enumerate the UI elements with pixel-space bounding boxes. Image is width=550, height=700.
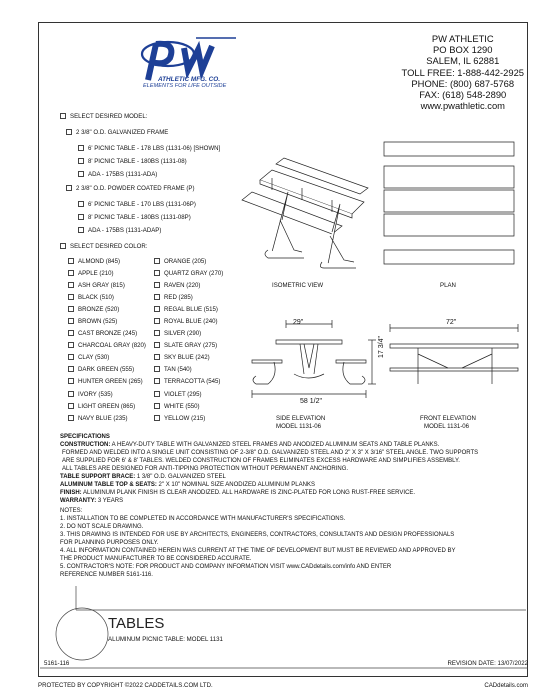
model-option: 8' PICNIC TABLE - 180BS (1131-08): [78, 158, 187, 166]
color-option: [154, 403, 223, 415]
company-tollfree: TOLL FREE: 1-888-442-2925: [401, 66, 524, 78]
checkbox[interactable]: [78, 214, 84, 220]
color-option: [154, 391, 223, 403]
color-option: [68, 342, 146, 354]
company-address-2: SALEM, IL 62881: [426, 55, 500, 67]
color-option: [68, 415, 146, 427]
front-elevation-label: FRONT ELEVATION: [420, 415, 476, 422]
model-group-2: 2 3/8" O.D. POWDER COATED FRAME (P): [66, 185, 195, 193]
color-checkbox[interactable]: [68, 403, 74, 409]
color-option: [68, 306, 146, 318]
color-label: BROWN (525): [78, 318, 118, 326]
model-option: 6' PICNIC TABLE - 170 LBS (1131-06P): [78, 201, 196, 209]
color-checkbox[interactable]: [68, 378, 74, 384]
note-2: 2. DO NOT SCALE DRAWING.: [60, 524, 144, 530]
color-checkbox[interactable]: [154, 354, 160, 360]
color-checkbox[interactable]: [68, 415, 74, 421]
company-address-1: PO BOX 1290: [433, 44, 493, 56]
color-label: ORANGE (205): [164, 258, 207, 265]
checkbox[interactable]: [78, 201, 84, 207]
color-option: [68, 403, 146, 415]
note-3-cont: FOR PLANNING PURPOSES ONLY.: [60, 540, 159, 546]
front-elevation-model: MODEL 1131-06: [424, 423, 470, 430]
color-label: NAVY BLUE (235): [78, 414, 128, 422]
note-5-cont: REFERENCE NUMBER 5161-116.: [60, 572, 153, 578]
color-checkbox[interactable]: [68, 270, 74, 276]
color-option: [154, 366, 223, 378]
note-3: 3. THIS DRAWING IS INTENDED FOR USE BY ARCHITECTS, ENGINEERS, CONTRACTORS, CONSULTANTS AND DESIGN PROFESSIONALS: [60, 532, 455, 538]
color-option: [68, 270, 146, 282]
color-checkbox[interactable]: [68, 391, 74, 397]
model-option: ADA - 175BS (1131-ADA): [78, 171, 157, 179]
color-checkbox[interactable]: [68, 258, 74, 264]
color-label: DARK GREEN (555): [78, 366, 135, 374]
color-option: [68, 354, 146, 366]
color-checkbox[interactable]: [68, 366, 74, 372]
color-label: SILVER (290): [164, 330, 202, 338]
spec-construction-3: ARE SUPPLIED FOR 6' & 8' TABLES. WELDED CONSTRUCTION OF FRAMES ELIMINATES EXCESS HARDWARE AND SIMPLIFIES ASSEMBLY.: [62, 458, 460, 464]
company-fax: FAX: (618) 548-2890: [419, 89, 507, 101]
color-label: IVORY (535): [78, 390, 113, 398]
color-checkbox[interactable]: [154, 270, 160, 276]
plan-view-drawing: [382, 140, 516, 268]
spec-construction-4: ALL TABLES ARE DESIGNED FOR ANTI-TIPPING PROTECTION WITHOUT PERMANENT ANCHORING.: [62, 466, 349, 472]
color-checkbox[interactable]: [154, 258, 160, 264]
checkbox[interactable]: [66, 129, 72, 135]
color-label: VIOLET (295): [164, 390, 202, 398]
color-label: APPLE (210): [78, 270, 114, 278]
color-label: CHARCOAL GRAY (820): [78, 342, 146, 350]
color-heading: SELECT DESIRED COLOR:: [60, 243, 147, 251]
color-checkbox[interactable]: [154, 415, 160, 421]
dim-58-1-2: 58 1/2": [300, 398, 322, 405]
drawing-reference-number: 5161-116: [44, 660, 70, 667]
logo-tagline: ELEMENTS FOR LIFE OUTSIDE: [143, 83, 227, 89]
isometric-view-drawing: [232, 140, 372, 270]
color-option: [154, 415, 223, 427]
note-4: 4. ALL INFORMATION CONTAINED HEREIN WAS CURRENT AT THE TIME OF DEVELOPMENT BUT MUST BE REVIEWED AND APPROVED BY: [60, 548, 456, 554]
logo-subtitle: ATHLETIC MFG. CO.: [158, 76, 221, 83]
spec-title: SPECIFICATIONS: [60, 434, 110, 440]
color-checkbox[interactable]: [68, 342, 74, 348]
color-label: TERRACOTTA (545): [164, 378, 221, 386]
color-option: [154, 330, 223, 342]
color-label: WHITE (550): [164, 402, 200, 410]
model-heading: SELECT DESIRED MODEL:: [60, 113, 147, 121]
checkbox[interactable]: [78, 145, 84, 151]
color-option: [154, 258, 223, 270]
spec-finish: FINISH: ALUMINUM PLANK FINISH IS CLEAR ANODIZED. ALL HARDWARE IS ZINC-PLATED FOR LONG RUST-FREE SERVICE.: [60, 490, 416, 496]
checkbox[interactable]: [78, 171, 84, 177]
company-name: PW ATHLETIC: [431, 33, 494, 44]
isometric-label: ISOMETRIC VIEW: [272, 282, 324, 289]
front-elevation-drawing: [388, 318, 524, 418]
color-checkbox[interactable]: [68, 306, 74, 312]
dim-17-3-4: 17 3/4": [378, 336, 385, 358]
color-checkbox[interactable]: [68, 282, 74, 288]
color-checkbox[interactable]: [154, 378, 160, 384]
color-option: [68, 258, 146, 270]
note-1: 1. INSTALLATION TO BE COMPLETED IN ACCORDANCE WITH MANUFACTURER'S SPECIFICATIONS.: [60, 516, 346, 522]
company-phone: PHONE: (800) 687-5768: [411, 77, 515, 89]
color-checkbox[interactable]: [60, 243, 66, 249]
color-option: [154, 318, 223, 330]
spec-construction: CONSTRUCTION: A HEAVY-DUTY TABLE WITH GALVANIZED STEEL FRAMES AND ANODIZED ALUMINUM SEATS AND TABLE PLANKS.: [60, 442, 440, 448]
note-5: 5. CONTRACTOR'S NOTE: FOR PRODUCT AND COMPANY INFORMATION VISIT www.CADdetails.com/info AND ENTER: [60, 564, 392, 570]
checkbox[interactable]: [78, 227, 84, 233]
color-checkbox[interactable]: [68, 330, 74, 336]
side-elevation-model: MODEL 1131-06: [276, 423, 322, 430]
color-option: [154, 378, 223, 390]
company-website[interactable]: www.pwathletic.com: [420, 100, 505, 112]
side-elevation-label: SIDE ELEVATION: [276, 415, 326, 422]
plan-label: PLAN: [440, 282, 456, 289]
color-label: HUNTER GREEN (265): [78, 378, 143, 386]
color-option: [154, 270, 223, 282]
color-checkbox[interactable]: [68, 354, 74, 360]
dim-72: 72": [446, 319, 457, 326]
spec-warranty: WARRANTY: 3 YEARS: [60, 498, 124, 504]
color-label: ROYAL BLUE (240): [164, 318, 218, 326]
color-checkbox[interactable]: [154, 318, 160, 324]
color-list-left: [68, 258, 146, 427]
color-label: RED (285): [164, 294, 193, 302]
color-list-right: [154, 258, 223, 427]
color-option: [68, 294, 146, 306]
color-option: [68, 378, 146, 390]
checkbox[interactable]: [78, 158, 84, 164]
color-checkbox[interactable]: [154, 306, 160, 312]
color-checkbox[interactable]: [154, 391, 160, 397]
color-checkbox[interactable]: [154, 342, 160, 348]
color-checkbox[interactable]: [154, 366, 160, 372]
color-option: [154, 294, 223, 306]
color-label: ASH GRAY (815): [78, 282, 125, 290]
color-label: BLACK (510): [78, 294, 114, 302]
note-4-cont: THE PRODUCT MANUFACTURER TO BE CONSIDERED ACCURATE.: [60, 556, 252, 562]
color-label: BRONZE (520): [78, 306, 120, 314]
title-block-title: TABLES: [108, 615, 165, 632]
color-checkbox[interactable]: [68, 318, 74, 324]
color-option: [68, 282, 146, 294]
color-label: REGAL BLUE (515): [164, 306, 218, 314]
color-option: [154, 342, 223, 354]
dim-29: 29": [293, 319, 304, 326]
model-option: 8' PICNIC TABLE - 180BS (1131-08P): [78, 214, 191, 222]
spec-brace: TABLE SUPPORT BRACE: 1 3/8" O.D. GALVANIZED STEEL: [60, 474, 226, 480]
checkbox[interactable]: [66, 185, 72, 191]
color-label: SLATE GRAY (275): [164, 342, 218, 350]
color-checkbox[interactable]: [154, 330, 160, 336]
color-label: CAST BRONZE (245): [78, 330, 138, 338]
color-option: [68, 391, 146, 403]
caddetails-link[interactable]: CADdetails.com: [484, 682, 528, 689]
color-option: [154, 282, 223, 294]
color-label: TAN (540): [164, 366, 192, 374]
model-group-1: 2 3/8" O.D. GALVANIZED FRAME: [66, 129, 168, 137]
model-checkbox[interactable]: [60, 113, 66, 119]
spec-construction-2: FORMED AND WELDED INTO A SINGLE UNIT CONSISTING OF 2-3/8" O.D. GALVANIZED STEEL AND 2" X 3" X 3/16" STEEL ANGLE. TWO SUPPORTS: [62, 450, 479, 456]
color-option: [68, 330, 146, 342]
color-option: [68, 366, 146, 378]
color-label: RAVEN (220): [164, 282, 201, 290]
color-option: [154, 354, 223, 366]
color-checkbox[interactable]: [68, 294, 74, 300]
color-label: QUARTZ GRAY (270): [164, 270, 224, 278]
color-label: ALMOND (845): [78, 258, 120, 265]
color-label: YELLOW (215): [164, 414, 206, 422]
color-option: [154, 306, 223, 318]
color-label: LIGHT GREEN (865): [78, 402, 136, 410]
copyright-notice: PROTECTED BY COPYRIGHT ©2022 CADDETAILS.COM LTD.: [38, 682, 213, 689]
color-checkbox[interactable]: [154, 282, 160, 288]
color-label: SKY BLUE (242): [164, 354, 210, 362]
color-label: CLAY (530): [78, 354, 110, 362]
spec-top: ALUMINUM TABLE TOP & SEATS: 2" X 10" NOMINAL SIZE ANODIZED ALUMINUM PLANKS: [60, 482, 315, 488]
model-option: 6' PICNIC TABLE - 178 LBS (1131-06) [SHOWN]: [78, 145, 220, 153]
color-checkbox[interactable]: [154, 294, 160, 300]
title-block-subtitle: ALUMINUM PICNIC TABLE: MODEL 1131: [108, 636, 223, 643]
model-option: ADA - 175BS (1131-ADAP): [78, 227, 161, 235]
revision-date: REVISION DATE: 13/07/2022: [447, 660, 528, 667]
notes-title: NOTES:: [60, 508, 83, 514]
color-option: [68, 318, 146, 330]
company-info: [402, 33, 524, 111]
color-checkbox[interactable]: [154, 403, 160, 409]
